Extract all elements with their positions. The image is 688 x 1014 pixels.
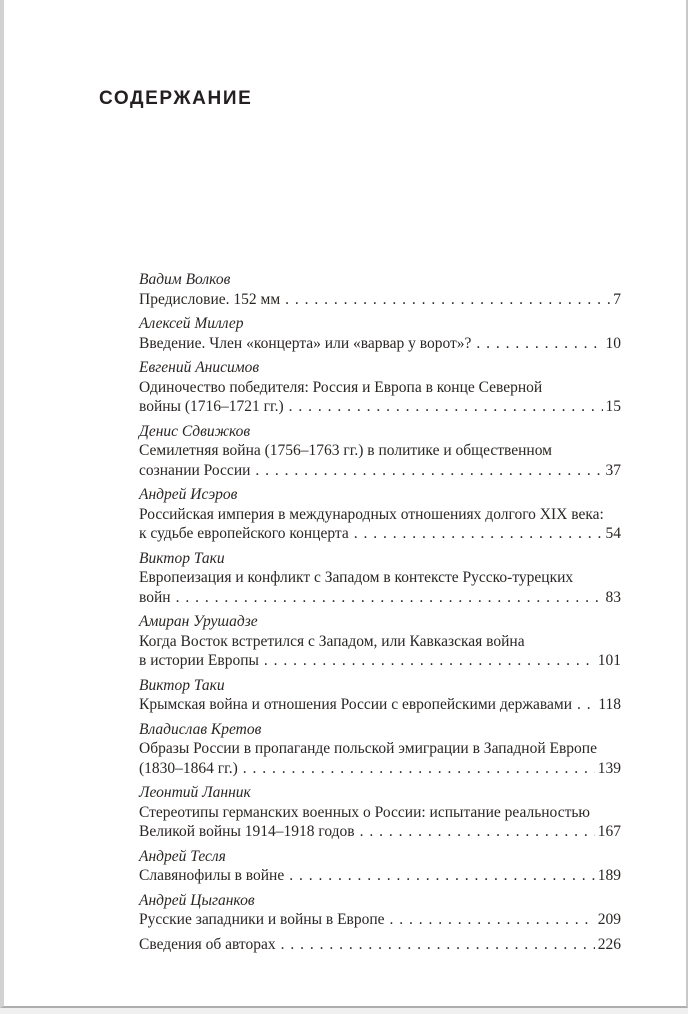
toc-entry-title-line: Семилетняя война (1756–1763 гг.) в политике и общественном: [139, 442, 552, 459]
toc-entry-page-number: 83: [605, 588, 621, 606]
dot-leader: [390, 910, 595, 930]
toc-entry: [139, 783, 621, 842]
toc-entry-page-number: 37: [605, 461, 621, 479]
toc-entry-page-number: 209: [597, 911, 621, 928]
toc-entry-title-line: [139, 866, 621, 886]
toc-entry-page-number: 54: [605, 525, 621, 542]
dot-leader: [476, 334, 602, 354]
toc-entry-author: Амиран Урушадзе: [139, 613, 258, 630]
toc-entry-page-number: 167: [597, 823, 621, 840]
toc-entry-title-text: Славянофилы в войне: [139, 867, 285, 884]
toc-entry-author: Владислав Кретов: [139, 720, 262, 738]
toc-entry-author: Леонтий Ланник: [139, 784, 251, 801]
toc-entry: [139, 314, 621, 353]
dot-leader: [176, 588, 603, 608]
toc-entry-title-line: Когда Восток встретился с Западом, или Кавказская война: [139, 632, 525, 650]
toc-entry-title-line: [139, 524, 621, 544]
dot-leader: [289, 866, 595, 886]
toc-entry-author: Виктор Таки: [139, 676, 225, 694]
toc-entry-page-number: 15: [605, 398, 621, 415]
toc-entry-title-line: Европеизация и конфликт с Западом в контексте Русско-турецких: [139, 569, 574, 586]
dot-leader: [289, 397, 603, 417]
toc-entry-title-line: [139, 397, 621, 417]
toc-entry-title-line: [139, 759, 621, 779]
toc-entry: [139, 720, 621, 779]
toc-entry-title-text: Великой войны 1914–1918 годов: [139, 823, 355, 840]
dot-leader: [285, 290, 610, 310]
toc-entry-title-line: [139, 651, 621, 671]
toc-entry-title-text: войн: [139, 588, 171, 606]
toc-list: [139, 270, 621, 954]
toc-entry-page-number: 189: [597, 867, 621, 884]
toc-entry-title-text: сознании России: [139, 461, 251, 479]
toc-entry-title-text: Русские западники и войны в Европе: [139, 911, 385, 928]
toc-entry: [139, 270, 621, 309]
toc-entry-title-line: Одиночество победителя: Россия и Европа в конце Северной: [139, 378, 543, 396]
toc-entry-title-line: [139, 461, 621, 481]
toc-entry-title-line: Российская империя в международных отношениях долгого XIX века:: [139, 505, 604, 523]
toc-entry: [139, 676, 621, 715]
toc-entry-page-number: 10: [605, 334, 621, 352]
toc-entry-author: Евгений Анисимов: [139, 359, 260, 376]
toc-entry-author: Андрей Тесля: [139, 847, 226, 865]
toc-entry-title-line: [139, 695, 621, 715]
toc-entry: [139, 549, 621, 608]
toc-entry-title-text: Сведения об авторах: [139, 935, 276, 953]
toc-entry-page-number: 139: [597, 759, 621, 777]
toc-entry-page-number: 118: [598, 696, 621, 713]
toc-entry: [139, 935, 621, 955]
toc-entry-title-line: [139, 935, 621, 955]
toc-entry-title-text: войны (1716–1721 гг.): [139, 398, 284, 415]
toc-entry-author: Денис Сдвижков: [139, 422, 251, 440]
dot-leader: [281, 935, 595, 955]
toc-entry: [139, 612, 621, 671]
toc-entry-title-line: [139, 910, 621, 930]
toc-entry-page-number: 226: [597, 935, 621, 953]
toc-entry-page-number: 101: [597, 652, 621, 669]
toc-entry-author: Алексей Миллер: [139, 315, 244, 332]
toc-entry-title-line: Стереотипы германских военных о России: испытание реальностью: [139, 803, 590, 821]
toc-entry-title-line: [139, 334, 621, 354]
toc-entry-author: Андрей Исэров: [139, 486, 238, 503]
dot-leader: [243, 759, 595, 779]
toc-entry-title-text: Введение. Член «концерта» или «варвар у ворот»?: [139, 334, 472, 352]
toc-entry-title-text: (1830–1864 гг.): [139, 759, 238, 777]
toc-entry-page-number: 7: [613, 290, 621, 308]
toc-entry: [139, 422, 621, 481]
toc-entry-title-line: [139, 290, 621, 310]
toc-entry-title-text: в истории Европы: [139, 652, 259, 669]
toc-entry-title-text: Крымская война и отношения России с европейскими державами: [139, 696, 573, 713]
toc-entry: [139, 891, 621, 930]
toc-entry-title-text: к судьбе европейского концерта: [139, 525, 349, 542]
toc-entry-title-text: Предисловие. 152 мм: [139, 290, 281, 308]
toc-entry-author: Вадим Волков: [139, 271, 231, 288]
toc-entry-author: Виктор Таки: [139, 549, 225, 567]
dot-leader: [354, 524, 603, 544]
dot-leader: [264, 651, 595, 671]
toc-entry-title-line: Образы России в пропаганде польской эмиграции в Западной Европе: [139, 740, 597, 757]
dot-leader: [577, 695, 595, 715]
toc-entry: [139, 358, 621, 417]
toc-entry-title-line: [139, 822, 621, 842]
toc-entry: [139, 847, 621, 886]
dot-leader: [360, 822, 595, 842]
page-title: СОДЕРЖАНИЕ: [99, 88, 253, 109]
toc-entry-author: Андрей Цыганков: [139, 891, 255, 909]
toc-entry: [139, 485, 621, 544]
dot-leader: [255, 461, 602, 481]
toc-entry-title-line: [139, 588, 621, 608]
